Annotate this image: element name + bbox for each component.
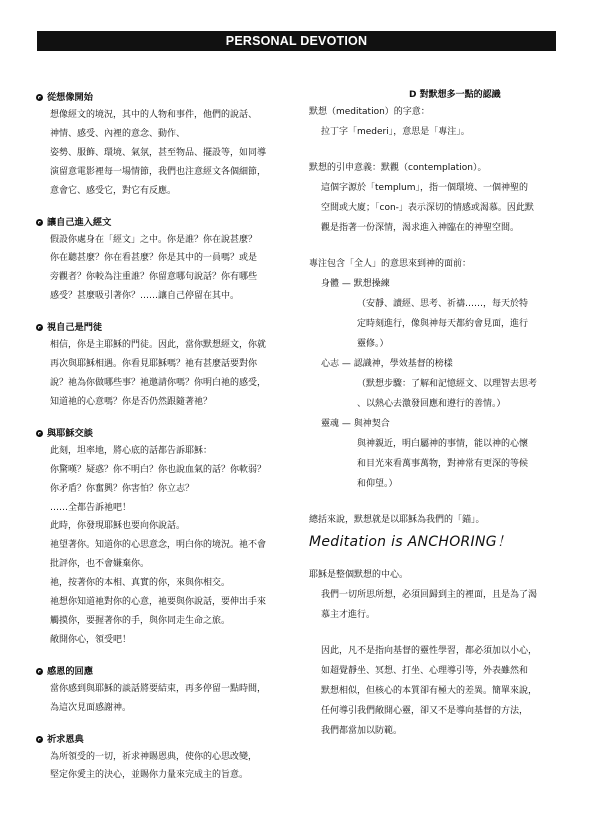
body-line: 當你感到與耶穌的談話將要結束，再多停留一點時間， (50, 683, 267, 694)
section-title: 讓自己進入經文 (47, 216, 112, 228)
warning-line: 我們都當加以防範。 (321, 726, 403, 736)
body-detail: 靈修。） (357, 339, 389, 349)
body-line: 你驚嘆？疑惑？你不明白？你也說血氣的話？你軟弱？ (50, 464, 267, 475)
body-line: 為所領受的一切，祈求神賜恩典，使你的心思改變， (50, 751, 258, 762)
body-line: 批評你，也不會嫌棄你。 (50, 559, 150, 570)
bullseye-icon (36, 430, 43, 437)
body-line: 感受？甚麼吸引著你？……讓自己停留在其中。 (50, 291, 240, 302)
contemplation-word: 默想的引申意義：默觀（contemplation）。 (309, 163, 487, 173)
page-title: PERSONAL DEVOTION (225, 34, 368, 48)
soul-label: 靈魂 — 與神契合 (321, 419, 390, 429)
center-line: 慕主才進行。 (321, 610, 376, 620)
body-line: 神情、感受、內裡的意念、動作、 (50, 128, 186, 139)
body-detail: 定時刻進行，像與神每天都約會見面，進行 (357, 319, 529, 329)
section-enter-scripture (36, 214, 298, 307)
body-line: 相信，你是主耶穌的門徒。因此，當你默想經文，你就 (50, 340, 267, 351)
meditation-root: 拉丁字「mederi」，意思是「專注」。 (321, 127, 470, 137)
section-title: 視自己是門徒 (47, 322, 103, 334)
warning-line: 默想相似，但核心的本質卻有極大的差異。簡單來說， (321, 686, 538, 696)
soul-detail: 和仰望。） (357, 479, 398, 489)
body-line: 祂望著你。知道你的心思意念，明白你的境況。祂不會 (50, 540, 267, 551)
right-column (309, 89, 559, 741)
body-line: 此刻，坦率地，將心底的話都告訴耶穌： (50, 445, 213, 456)
mind-detail: 、以熱心去激發回應和遵行的善情。） (357, 399, 506, 409)
body-line: 你在聽甚麼？你在看甚麼？你是其中的一員嗎？或是 (50, 253, 258, 264)
section-ask-grace (36, 731, 298, 786)
warning-line: 任何導引我們敞開心靈，卻又不是導向基督的方法， (321, 706, 529, 716)
bullseye-icon (36, 736, 43, 743)
bullseye-icon (36, 94, 43, 101)
body-line: 假設你處身在「經文」之中。你是誰？你在說甚麼？ (50, 234, 258, 245)
body-line: 再次與耶穌相遇。你看見耶穌嗎？祂有甚麼話要對你 (50, 359, 258, 370)
body-line: 意會它、感受它，對它有反應。 (50, 185, 177, 196)
section-title: 感恩的回應 (47, 665, 93, 677)
body-line: 姿勢、服飾、環境、氣氛，甚至物品、擺設等，如同導 (50, 147, 267, 158)
bullseye-icon (36, 219, 43, 226)
summary-line: 總括來說，默想就是以耶穌為我們的「錨」。 (309, 515, 485, 525)
contemplation-line: 這個字源於「templum」，指一個環境、一個神聖的 (321, 183, 529, 193)
left-column (36, 89, 298, 798)
body-line: 祂，按著你的本相、真實的你，來與你相交。 (50, 578, 231, 589)
contemplation-line: 空間或大廈；「con-」表示深切的情感或渴慕。因此默 (321, 203, 534, 213)
body-line: 敞開你心，領受吧！ (50, 634, 132, 645)
meditation-word: 默想（meditation）的字意： (309, 107, 430, 117)
warning-line: 因此，凡不是指向基督的靈性學習，都必須加以小心， (321, 646, 538, 656)
body-line: 觸摸你，要握著你的手，與你同走生命之旅。 (50, 615, 231, 626)
mind-detail: （默想步驟：了解和記憶經文、以理智去思考 (357, 379, 538, 389)
bullseye-icon (36, 668, 43, 675)
body-line: 此時，你發現耶穌也要向你說話。 (50, 521, 186, 532)
body-line: 說？祂為你做哪些事？祂邀請你嗎？你明白祂的感受， (50, 377, 267, 388)
page-header-bar (37, 31, 556, 51)
body-line: 你矛盾？你奮興？你害怕？你立志？ (50, 483, 195, 494)
body-line: 想像經文的境況，其中的人物和事件，他們的說話、 (50, 110, 258, 120)
body-line: 祂想你知道祂對你的心意，祂要與你說話，要伸出手來 (50, 597, 267, 608)
section-title: 與耶穌交談 (47, 427, 93, 439)
contemplation-line: 觀是指著一份深情，渴求進入神臨在的神聖空間。 (321, 223, 520, 233)
body-line: 演留意電影裡每一場情節，我們也注意經文各個細節， (50, 166, 267, 177)
body-detail: （安靜、讀經、思考、祈禱……，每天於特 (357, 299, 529, 309)
section-title: 從想像開始 (47, 92, 93, 103)
section-imagine (36, 89, 298, 201)
mind-label: 心志 — 認識神，學效基督的榜樣 (321, 359, 453, 369)
center-title: 耶穌是整個默想的中心。 (309, 570, 409, 580)
center-line: 我們一切所思所想，必須回歸到主的裡面，且是為了渴 (321, 590, 538, 600)
bullseye-icon (36, 324, 43, 331)
body-line: ……全都告訴祂吧！ (50, 502, 132, 513)
soul-detail: 與神親近，明白屬神的事情，能以神的心懷 (357, 439, 529, 449)
soul-detail: 和目光來看萬事萬物，對神常有更深的等候 (357, 459, 529, 469)
body-label: 身體 — 默想操練 (321, 279, 390, 289)
whole-person-line: 專注包含「全人」的意思來到神的面前： (309, 259, 472, 269)
body-line: 堅定你愛主的決心，並賜你力量來完成主的旨意。 (50, 770, 249, 781)
section-heading-d: D 對默想多一點的認識 (409, 90, 501, 100)
body-line: 旁觀者？你較為注重誰？你留意哪句說話？你有哪些 (50, 272, 258, 283)
warning-line: 如超覺靜坐、冥想、打坐、心理導引等，外表雖然和 (321, 666, 529, 676)
section-disciple (36, 319, 298, 412)
section-title: 祈求恩典 (47, 733, 84, 745)
anchoring-slogan: Meditation is ANCHORING！ (309, 534, 512, 550)
body-line: 為這次見面感謝神。 (50, 702, 132, 713)
section-talk-with-jesus (36, 425, 298, 650)
section-thanksgiving (36, 663, 298, 718)
body-line: 知道祂的心意嗎？你是否仍然跟隨著祂？ (50, 396, 213, 407)
